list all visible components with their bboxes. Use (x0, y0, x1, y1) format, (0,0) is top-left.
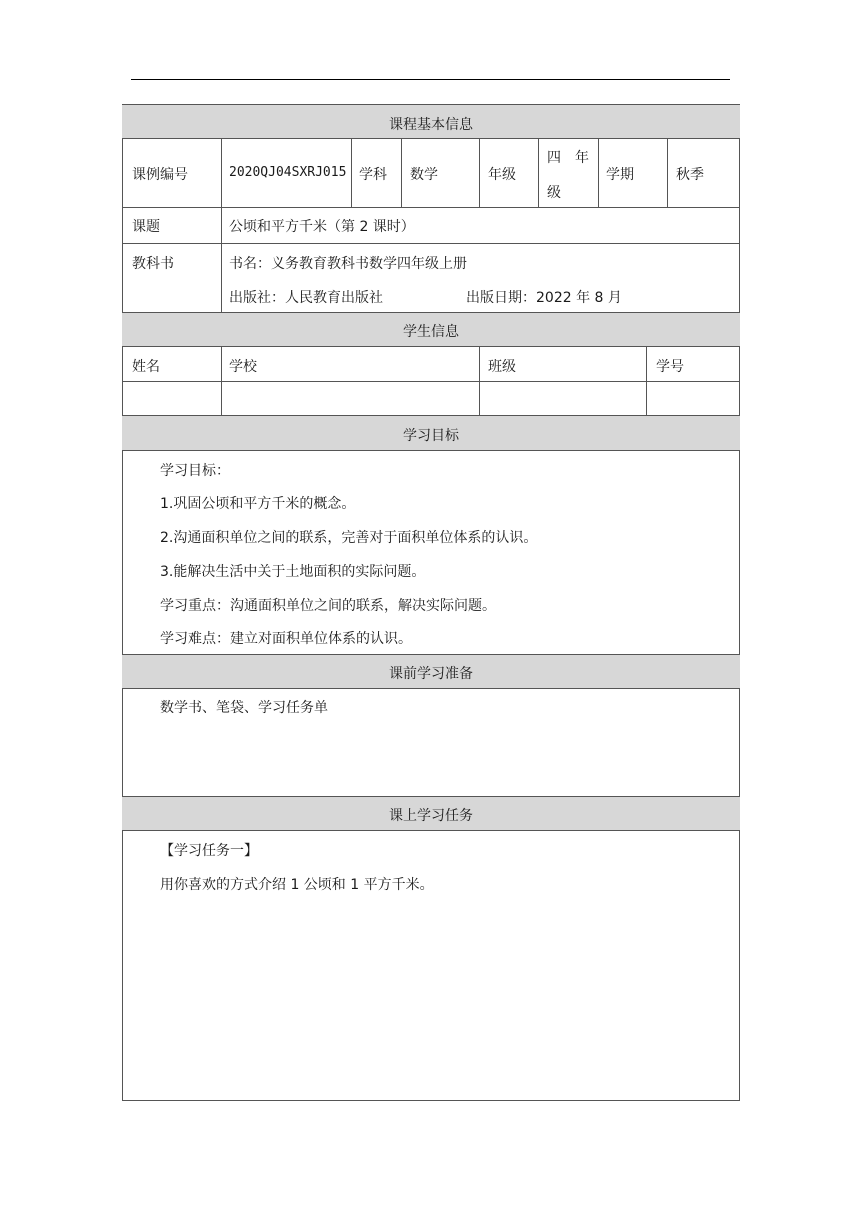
publish-date: 出版日期：2022 年 8 月 (466, 290, 622, 306)
topic-value: 公顷和平方千米（第 2 课时） (229, 219, 415, 235)
row-divider (122, 243, 740, 244)
col-divider (221, 139, 222, 312)
subject-value: 数学 (410, 167, 438, 183)
student-school-field[interactable] (222, 382, 479, 415)
col-divider (479, 139, 480, 207)
course-id-label: 课例编号 (132, 167, 188, 183)
section-course-info (122, 104, 740, 139)
section-student-info-title: 学生信息 (403, 324, 459, 340)
topic-label: 课题 (132, 219, 160, 235)
objectives-heading: 学习目标： (160, 463, 230, 479)
student-number-label: 学号 (656, 359, 684, 375)
term-label: 学期 (606, 167, 634, 183)
term-value: 秋季 (676, 167, 704, 183)
header-rule (131, 79, 730, 80)
student-class-field[interactable] (480, 382, 646, 415)
section-preparation (122, 654, 740, 689)
student-class-label: 班级 (488, 359, 516, 375)
section-class-tasks (122, 796, 740, 831)
col-divider (351, 139, 352, 207)
student-name-label: 姓名 (132, 359, 160, 375)
objectives-difficulty: 学习难点：建立对面积单位体系的认识。 (160, 631, 412, 647)
objective-item: 2.沟通面积单位之间的联系，完善对于面积单位体系的认识。 (160, 530, 538, 546)
preparation-text: 数学书、笔袋、学习任务单 (160, 700, 328, 716)
col-divider (598, 139, 599, 207)
section-objectives-title: 学习目标 (403, 428, 459, 444)
col-divider (667, 139, 668, 207)
objectives-key-point: 学习重点：沟通面积单位之间的联系，解决实际问题。 (160, 598, 496, 614)
task1-title: 【学习任务一】 (160, 843, 258, 859)
objective-item: 3.能解决生活中关于土地面积的实际问题。 (160, 564, 426, 580)
section-course-info-title: 课程基本信息 (389, 117, 473, 133)
section-student-info (122, 312, 740, 347)
task1-text: 用你喜欢的方式介绍 1 公顷和 1 平方千米。 (160, 877, 434, 893)
publisher: 出版社：人民教育出版社 (229, 290, 383, 306)
textbook-name: 书名：义务教育教科书数学四年级上册 (229, 256, 467, 272)
section-preparation-title: 课前学习准备 (389, 666, 473, 682)
student-school-label: 学校 (229, 359, 257, 375)
student-number-field[interactable] (647, 382, 739, 415)
grade-value-line2: 级 (547, 185, 561, 201)
objective-item: 1.巩固公顷和平方千米的概念。 (160, 496, 356, 512)
section-class-tasks-title: 课上学习任务 (389, 808, 473, 824)
subject-label: 学科 (359, 167, 387, 183)
course-id-value: 2020QJ04SXRJ015 (229, 165, 347, 180)
section-objectives (122, 415, 740, 451)
col-divider (538, 139, 539, 207)
row-divider (122, 207, 740, 208)
textbook-label: 教科书 (132, 256, 174, 272)
grade-label: 年级 (488, 167, 516, 183)
student-name-field[interactable] (123, 382, 221, 415)
col-divider (401, 139, 402, 207)
grade-value-line1: 四 年 (547, 150, 589, 166)
